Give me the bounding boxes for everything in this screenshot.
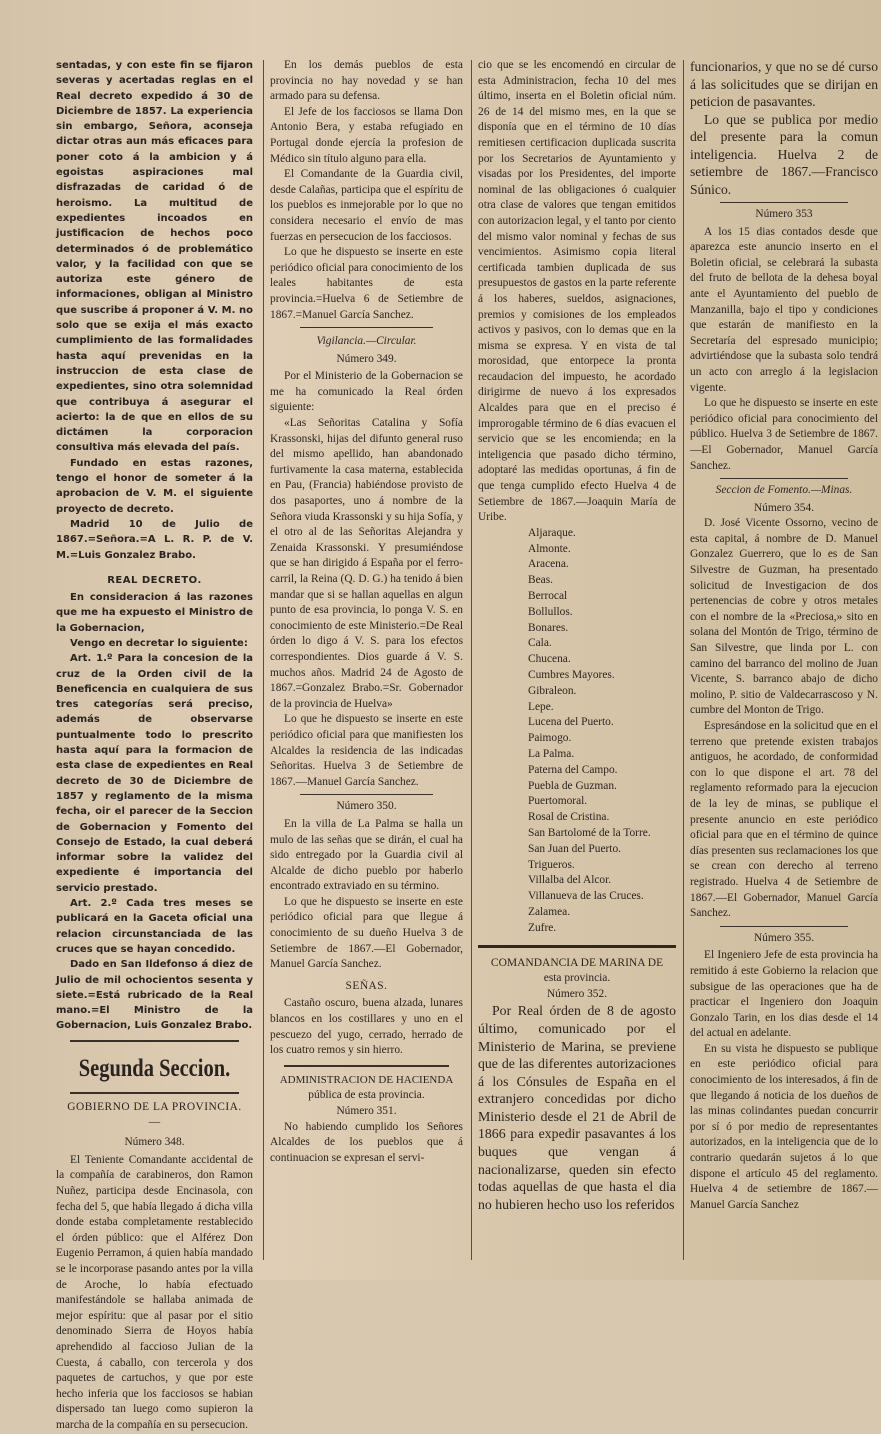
divider — [720, 478, 848, 479]
divider — [300, 794, 433, 795]
paragraph: funcionarios, y que no se dé curso á las solicitudes que se dirijan en peticion de pasavantes. — [690, 59, 878, 109]
town-item: San Bartolomé de la Torre. — [528, 826, 651, 839]
town-item: Berrocal — [528, 590, 568, 602]
town-item: Paterna del Campo. — [528, 763, 618, 776]
paragraph: El Teniente Comandante accidental de la compañía de carabineros, don Ramon Nuñez, participa desde Encinasola, con fecha del 5, que había llegado á dicha villa donde estaba completamente restablecido el órden público: que el Alférez Don Eugenio Perramon, á quien había mandado se le incorporase pasando antes por la villa de Aroche, lo había efectuado manifestándole se hallaba animada de mejor espíritu: que al pasar por el sitio denominado Sierra de Hoyos había aprehendido al faccioso Julian de la Cuesta, á caballo, con tercerola y dos paquetes de cartuchos, y que por este hecho inferia que los facciosos se habian dispersado tan luego como supieron la marcha de la compañía en su persecucion. — [56, 1153, 253, 1431]
town-item: Zufre. — [528, 921, 557, 934]
notice-number: Número 349. — [336, 352, 397, 365]
town-item: Paimogo. — [528, 732, 572, 745]
notice-number: Número 350. — [336, 800, 397, 813]
section-heading: REAL DECRETO. — [107, 574, 202, 586]
town-item: Puebla de Guzman. — [528, 779, 617, 792]
notice-number: Número 348. — [124, 1136, 185, 1149]
town-item: Almonte. — [528, 542, 571, 555]
section-heading: Vigilancia.—Circular. — [316, 335, 417, 348]
paragraph: «Las Señoritas Catalina y Sofía Krassonski, hijas del difunto general ruso del mismo apellido, han abandonado furtivamente la casa materna, establecida en Pau, (Francia) habiéndose provisto de dos pasaportes, uno á nombre de la Señora viuda Krassonski y su hija Sofía, y el otro al de las Señoritas Alejandra y Zenaida Krassonski. Y presumiéndose que se han dirigido á España por el ferro-carril, la Reina (Q. D. G.) ha tenido á bien mandar que si se hallan aquellas en algun punto de esa provincia, lo ponga V. S. en conocimiento de este Ministerio.=De Real órden lo digo á V. S. para los efectos correspondientes. Dios guarde á V. S. muchos años. Madrid 24 de Agosto de 1867.=Gonzalez Brabo.=Sr. Gobernador de la provincia de Huelva» — [270, 417, 463, 710]
town-item: Villalba del Alcor. — [528, 874, 612, 887]
paragraph: Fundado en estas razones, tengo el honor de someter á la aprobacion de V. M. el siguiente proyecto de decreto. — [56, 457, 253, 515]
town-item: La Palma. — [528, 747, 575, 760]
town-item: Gibraleon. — [528, 684, 577, 697]
paragraph: Art. 1.º Para la concesion de la cruz de la Orden civil de la Beneficencia en cualquiera de sus tres categorías será preciso, además de observarse puntualmente todo lo prescrito hasta aquí para la formacion de esta clase de expedientes en Real decreto de 30 de Diciembre de 1857 y reglamento de la misma fecha, oir el parecer de la Seccion de Gobernacion y Fomento del Consejo de Estado, la cual deberá informar sobre la validez del expediente é importancia del servicio prestado. — [56, 653, 253, 894]
town-item: Rosal de Cristina. — [528, 811, 610, 824]
divider — [284, 1065, 449, 1067]
divider — [478, 945, 676, 948]
paragraph: Lo que he dispuesto se inserte en este periódico oficial para que manifiesten los Alcaldes la residencia de las indicadas Señoritas. Huelva 3 de Setiembre de 1867.—Manuel García Sanchez. — [270, 713, 463, 788]
divider — [720, 202, 848, 203]
town-item: Aljaraque. — [528, 526, 576, 539]
paragraph: D. José Vicente Ossorno, vecino de esta capital, á nombre de D. Manuel Gonzalez Guerrero, que lo es de San Silvestre de Guzman, ha presentado solicitud de Investigacion de dos pertenencias de cobre y otros metales con el nombre de la «Preciosa,» sito en solana del Montón de Trigo, término de San Silvestre, que linda por L. con camino del barranco del molino de Juan Vicente, S. barranco abajo de dicho molino, P. sitio de Valdecarrascoso y N. cumbre del Monton de Trigo. — [690, 517, 878, 717]
town-item: Trigueros. — [528, 858, 575, 871]
town-item: Lucena del Puerto. — [528, 716, 614, 729]
column-rule — [471, 60, 472, 1260]
paragraph: En los demás pueblos de esta provincia no hay novedad y se han armado para su defensa. — [270, 59, 463, 103]
towns-list — [478, 526, 676, 937]
column-1 — [56, 58, 253, 1431]
paragraph: Por Real órden de 8 de agosto último, comunicado por el Ministerio de Marina, se previene que de las diferentes autorizaciones á los Cónsules de España en el extranjero concedidas por dicho Ministerio desde el 21 de Abril de 1866 para expedir pasavantes á los buques que vengan á nacionalizarse, queden sin efecto todas aquellas de que hasta el dia no hubieren hecho uso los referidos — [478, 1003, 676, 1212]
divider — [70, 1092, 239, 1094]
town-item: Beas. — [528, 574, 553, 587]
paragraph: En su vista he dispuesto se publique en este periódico oficial para conocimiento de los interesados, á fin de que llegando á noticia de los dueños de las minas colindantes puedan concurrir por sí ó por medio de representantes autorizados, en la inteligencia que de lo contrario quedarán sujetos á lo que dispone el artículo 45 del reglamento. Huelva 4 de setiembre de 1867.—Manuel García Sanchez — [690, 1042, 878, 1211]
signature: Madrid 10 de Julio de 1867.=Señora.=A L. R. P. de V. M.=Luis Gonzalez Brabo. — [56, 518, 253, 561]
paragraph: En consideracion á las razones que me ha expuesto el Ministro de la Gobernacion, — [56, 592, 253, 634]
town-item: Chucena. — [528, 653, 571, 666]
paragraph: Espresándose en la solicitud que en el terreno que pretende existen trabajos antiguos, he acordado, de conformidad con lo que dispone el art. 78 del reglamento reformado para la ejecucion de la ley de minas, se publique el presente anuncio en este periódico oficial para que en el término de quince días presenten sus reclamaciones los que se crean con derecho al terreno registrado. Huelva 4 de Setiembre de 1867.—El Gobernador, Manuel García Sanchez. — [690, 720, 878, 920]
section-title: Segunda Seccion. — [78, 1054, 231, 1082]
notice-number: Número 353 — [755, 208, 813, 220]
paragraph: Por el Ministerio de la Gobernacion se me ha comunicado la Real órden siguiente: — [270, 370, 463, 414]
town-item: Lepe. — [528, 700, 554, 713]
paragraph: Castaño oscuro, buena alzada, lunares blancos en los costillares y uno en el pescuezo del yugo, cerrado, herrado de los cuatro remos y sin hierro. — [270, 997, 463, 1057]
paragraph: cio que se les encomendó en circular de esta Administracion, fecha 10 del mes último, inserta en el Boletin oficial núm. 26 de 14 del mismo mes, en la que se disponía que en el término de 10 días remitiesen certificacion duplicada suscrita por los Secretarios de Ayuntamiento y visadas por los Presidentes, del importe nominal de las obligaciones ó cualquier otra clase de valores que tengan emitidos con autorizacion legal, y el tanto por ciento del mismo valor nominal y fechas de sus vencimientos. Asimismo copia literal certificada tambien duplicada de sus presupuestos de gastos en la parte referente á los haberes, sueldos, asignaciones, premios y comisiones de los empleados activos y pasivos, con lo demas que en la misma se expresa. Y en vista de tal morosidad, que entorpece la pronta recaudacion del impuesto, he acordado dirigirme de nuevo á los expresados Alcaldes para que en el preciso é improrogable término de 6 días evacuen el servicio que se les encomienda; en la inteligencia que pasado dicho término, adoptaré las medidas oportunas, á fin de que tenga cumplido efecto Huelva 4 de Setiembre de 1867.—Joaquin María de Uribe. — [478, 59, 676, 524]
paragraph: Art. 2.º Cada tres meses se publicará en la Gaceta oficial una relacion circunstanciada de las cruces que se hayan concedido. — [56, 898, 253, 955]
notice-number: Número 355. — [753, 931, 815, 944]
paragraph: sentadas, y con este fin se fijaron severas y acertadas reglas en el Real decreto expedido á 30 de Diciembre de 1857. La experiencia sin embargo, Señora, aconseja dictar otras aun más eficaces para poner coto á la ambicion y á egoistas aspiraciones mal disfrazadas de caridad ó de heroismo. La multitud de expedientes incoados en justificacion de hechos poco determinados ó de problemático valor, y la facilidad con que se autoriza este género de informaciones, obligan al Ministro que suscribe á proponer á V. M. no solo que se exija el más exacto cumplimiento de las formalidades hasta aquí prevenidas en la instruccion de esta clase de expedientes, sino otra solemnidad que contribuya á asegurar el acierto: la de que en ellos de su dictámen la corporacion consultiva más elevada del país. — [56, 60, 253, 454]
town-item: Cala. — [528, 637, 552, 650]
column-4 — [690, 58, 878, 1260]
divider — [720, 926, 848, 927]
section-heading: GOBIERNO DE LA PROVINCIA. — [67, 1100, 242, 1113]
notice-number: Número 351. — [336, 1105, 397, 1117]
paragraph: En la villa de La Palma se halla un mulo de las señas que se dirán, el cual ha sido entregado por la Guardia civil al Alcalde de dicho pueblo por haberlo encontrado extraviado en su término. — [270, 817, 463, 893]
paragraph: El Ingeniero Jefe de esta provincia ha remitido á este Gobierno la relacion que subsigue de las operaciones que ha de practicar el Ingeniero don Joaquin Gonzalo Tarin, en los dias desde el 14 del actual en adelante. — [690, 949, 878, 1040]
section-heading: Seccion de Fomento.—Minas. — [715, 484, 853, 497]
divider — [300, 327, 433, 328]
town-item: Aracena. — [528, 558, 569, 571]
paragraph: Lo que he dispuesto se inserte en este periódico oficial para que llegue á conocimiento de su dueño Huelva 3 de Setiembre de 1867.—El Gobernador, Manuel García Sanchez. — [270, 895, 463, 971]
section-heading: ADMINISTRACION DE HACIENDA — [279, 1073, 454, 1086]
town-item: Bollullos. — [528, 605, 573, 618]
notice-number: Número 354. — [753, 501, 815, 514]
paragraph: A los 15 dias contados desde que aparezca este anuncio inserto en el Boletin oficial, se celebrará la subasta del fruto de bellota de la dehesa boyal ante el Ayuntamiento del pueblo de Manzanilla, bajo el tipo y condiciones que estarán de manifiesto en la Secretaría del espresado municipio; advirtiéndose que la subasta solo tendrá un acto con arreglo á la legislacion vigente. — [690, 225, 878, 394]
paragraph: Lo que he dispuesto se inserte en este periódico oficial para conocimiento del público. Huelva 3 de Setiembre de 1867.—El Gobernador, Manuel García Sanchez. — [690, 397, 878, 472]
divider — [70, 1040, 239, 1042]
section-subheading: pública de esta provincia. — [308, 1089, 425, 1102]
town-item: Zalamea. — [528, 905, 571, 918]
paragraph: El Comandante de la Guardia civil, desde Calañas, participa que el espíritu de los pueblos es inmejorable por lo que no considera necesario el envío de mas fuerzas en persecucion de los facciosos. — [270, 168, 463, 243]
section-subheading: esta provincia. — [543, 972, 611, 985]
town-item: San Juan del Puerto. — [528, 842, 622, 855]
notice-number: Número 352. — [546, 987, 608, 1000]
town-item: Villanueva de las Cruces. — [528, 890, 644, 903]
paragraph: Lo que se publica por medio del presente para la comun inteligencia. Huelva 2 de setiembre de 1867.—Francisco Súnico. — [690, 111, 878, 197]
paragraph: El Jefe de los facciosos se llama Don Antonio Bera, y estaba refugiado en Portugal donde ejercía la profesion de Médico sin título alguno para ella. — [270, 105, 463, 165]
paragraph: No habiendo cumplido los Señores Alcaldes de los pueblos que á continuacion se expresan el servi- — [270, 1120, 463, 1164]
column-3 — [478, 58, 676, 1260]
town-item: Puertomoral. — [528, 795, 588, 808]
paragraph: Lo que he dispuesto se inserte en este periódico oficial para conocimiento de los leales habitantes de esta provincia.=Huelva 6 de Setiembre de 1867.=Manuel García Sanchez. — [270, 246, 463, 321]
paragraph: Vengo en decretar lo siguiente: — [70, 637, 248, 649]
column-2 — [270, 58, 463, 1260]
dash-separator: — — [148, 1116, 161, 1129]
column-rule — [683, 60, 684, 1260]
paragraph: Dado en San Ildefonso á diez de Julio de mil ochocientos sesenta y siete.=Está rubricado de la Real mano.=El Ministro de la Gobernacion, Luis Gonzalez Brabo. — [56, 959, 253, 1032]
section-heading: COMANDANCIA DE MARINA DE — [490, 956, 664, 969]
section-heading: SEÑAS. — [345, 979, 388, 992]
town-item: Bonares. — [528, 621, 569, 634]
town-item: Cumbres Mayores. — [528, 668, 615, 681]
column-rule — [263, 60, 264, 1260]
